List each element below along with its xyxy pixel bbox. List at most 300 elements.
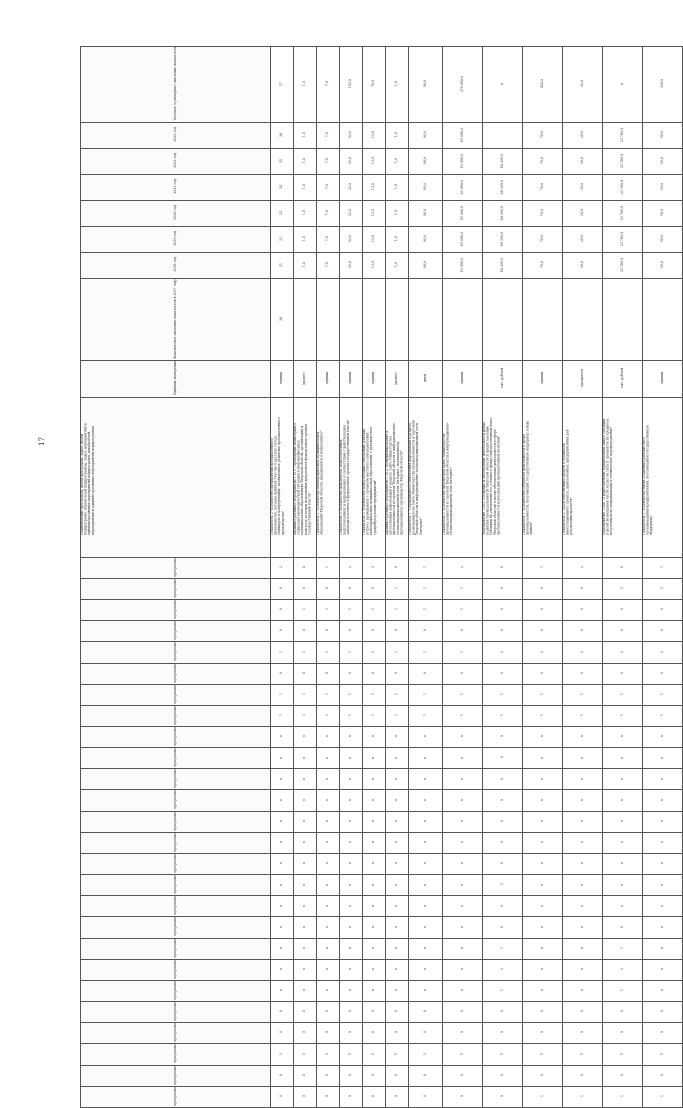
code-col-header: программа	[81, 684, 271, 705]
code-cell: 1	[563, 705, 603, 726]
code-cell: х	[443, 832, 483, 853]
code-cell: 0	[603, 1002, 643, 1023]
unit-cell: единиц	[363, 361, 386, 398]
code-cell: 1	[271, 684, 294, 705]
code-cell: х	[409, 811, 443, 832]
code-cell: х	[317, 811, 340, 832]
code-cell: х	[409, 917, 443, 938]
year-3-cell: 45 000,0	[443, 174, 483, 200]
code-cell: х	[523, 832, 563, 853]
code-cell: 0	[563, 1065, 603, 1086]
code-cell: 5	[386, 1044, 409, 1065]
code-cell: х	[386, 959, 409, 980]
code-cell: х	[271, 959, 294, 980]
code-cell: х	[386, 727, 409, 748]
code-cell: х	[443, 875, 483, 896]
code-cell: х	[563, 769, 603, 790]
code-cell: 2	[563, 557, 603, 578]
code-cell: 0	[317, 621, 340, 642]
code-cell: 0	[294, 621, 317, 642]
year-4-cell: 90,0	[409, 148, 443, 174]
code-cell: 0	[483, 853, 523, 874]
code-cell: х	[409, 938, 443, 959]
code-cell: 5	[340, 1044, 363, 1065]
code-col-header: программа	[81, 769, 271, 790]
code-cell: х	[271, 832, 294, 853]
code-cell: 5	[603, 1044, 643, 1065]
code-cell: 2	[523, 642, 563, 663]
code-cell: 0	[340, 663, 363, 684]
code-cell: 0	[643, 1065, 683, 1086]
code-cell: х	[523, 959, 563, 980]
code-cell: х	[317, 875, 340, 896]
code-cell: 0	[317, 663, 340, 684]
code-cell: х	[271, 896, 294, 917]
code-cell: 0	[483, 1023, 523, 1044]
code-cell: х	[409, 896, 443, 917]
code-cell: х	[294, 853, 317, 874]
code-col-header: программа	[81, 557, 271, 578]
code-cell: 1	[443, 684, 483, 705]
unit-cell: (да/нет)	[294, 361, 317, 398]
base-year-cell	[443, 278, 483, 360]
code-cell: х	[363, 748, 386, 769]
code-cell: х	[340, 896, 363, 917]
code-cell: х	[363, 727, 386, 748]
code-cell: х	[317, 748, 340, 769]
code-cell: 0	[271, 621, 294, 642]
code-cell: х	[409, 727, 443, 748]
code-cell: х	[443, 769, 483, 790]
year-4-cell: 23 769,4	[603, 148, 643, 174]
code-cell: х	[523, 769, 563, 790]
year-0-cell: 70,0	[523, 252, 563, 278]
year-1-cell: 20,0	[563, 226, 603, 252]
year-1-cell: 1,0	[294, 226, 317, 252]
code-cell: х	[271, 917, 294, 938]
code-cell: 0	[603, 621, 643, 642]
code-cell: 5	[643, 1044, 683, 1065]
code-cell: х	[603, 769, 643, 790]
year-3-cell: 7,0	[317, 174, 340, 200]
code-col-header: программа	[81, 705, 271, 726]
code-cell: х	[317, 832, 340, 853]
code-cell: 5	[294, 1044, 317, 1065]
code-col-header: программа	[81, 790, 271, 811]
code-cell: 2	[643, 642, 683, 663]
code-cell: 0	[294, 557, 317, 578]
year-4-cell: 45 000,0	[443, 148, 483, 174]
code-cell: 1	[271, 705, 294, 726]
year-0-cell: 32,0	[340, 252, 363, 278]
code-cell: х	[386, 853, 409, 874]
code-cell: х	[363, 896, 386, 917]
code-cell: х	[317, 769, 340, 790]
unit-cell: (да/нет)	[386, 361, 409, 398]
code-cell: 0	[483, 769, 523, 790]
code-cell: х	[271, 727, 294, 748]
code-cell: х	[386, 917, 409, 938]
year-2-cell: 7,0	[317, 200, 340, 226]
code-cell: 0	[271, 1065, 294, 1086]
code-cell: х	[340, 727, 363, 748]
year-1-cell: 48 309,0	[483, 226, 523, 252]
target-cell: х	[483, 47, 523, 123]
base-year-cell	[363, 278, 386, 360]
code-cell: х	[563, 959, 603, 980]
code-cell: х	[409, 875, 443, 896]
code-cell: 0	[363, 1023, 386, 1044]
code-col-header: программа	[81, 1023, 271, 1044]
code-cell: 0	[443, 1002, 483, 1023]
year-4-cell: 50,0	[643, 148, 683, 174]
unit-cell: процентов	[563, 361, 603, 398]
code-cell: 1	[409, 578, 443, 599]
code-cell: 1	[317, 600, 340, 621]
code-cell: 3	[643, 578, 683, 599]
code-col-header: программа	[81, 938, 271, 959]
indicator-name-cell: Показатель 2 "Доля собственных средств в стоимости инвестиционного проекта, привлеченных предприятиями для реализации проектов"	[563, 397, 603, 557]
code-cell: 0	[386, 621, 409, 642]
code-cell: 0	[483, 1002, 523, 1023]
year-5-cell: 1,0	[294, 122, 317, 148]
code-cell: х	[363, 832, 386, 853]
code-col-header: программа	[81, 748, 271, 769]
year-4-cell: 35	[271, 148, 294, 174]
code-cell: 0	[563, 621, 603, 642]
code-cell: х	[603, 790, 643, 811]
code-cell: 1	[443, 600, 483, 621]
code-cell: х	[271, 938, 294, 959]
code-cell: 1	[363, 600, 386, 621]
code-cell: 0	[363, 578, 386, 599]
code-cell: х	[317, 917, 340, 938]
code-cell: 0	[443, 663, 483, 684]
code-cell: х	[271, 790, 294, 811]
code-col-header: программа	[81, 1065, 271, 1086]
year-1-cell: 7,0	[317, 226, 340, 252]
code-cell: 0	[483, 621, 523, 642]
code-cell: х	[386, 896, 409, 917]
code-col-header: программа	[81, 1002, 271, 1023]
code-cell: х	[386, 748, 409, 769]
code-cell: х	[563, 853, 603, 874]
code-cell: 0	[603, 663, 643, 684]
code-cell: х	[563, 917, 603, 938]
code-cell: 0	[643, 600, 683, 621]
code-cell: 1	[409, 557, 443, 578]
code-cell: 2	[563, 642, 603, 663]
code-cell: 0	[271, 600, 294, 621]
code-cell: х	[523, 790, 563, 811]
code-cell: 1	[603, 705, 643, 726]
code-cell: 1	[483, 938, 523, 959]
code-col-header: программа	[81, 578, 271, 599]
year-3-cell: 90,0	[409, 174, 443, 200]
code-cell: 0	[483, 557, 523, 578]
year-1-cell: 1,0	[386, 226, 409, 252]
code-cell: 1	[386, 684, 409, 705]
code-cell: 0	[603, 1065, 643, 1086]
code-cell: 1	[443, 705, 483, 726]
code-cell: 0	[409, 1002, 443, 1023]
unit-cell: единиц	[317, 361, 340, 398]
code-cell: х	[443, 727, 483, 748]
code-cell: 0	[271, 578, 294, 599]
code-cell: х	[523, 896, 563, 917]
year-5-cell: 20,0	[563, 122, 603, 148]
code-cell: 0	[409, 663, 443, 684]
year-5-cell	[483, 122, 523, 148]
code-cell: 1	[271, 642, 294, 663]
code-cell: 5	[443, 1044, 483, 1065]
target-cell: 20,0	[563, 47, 603, 123]
code-cell: 1	[386, 642, 409, 663]
code-cell: 1	[409, 684, 443, 705]
code-cell: 1	[523, 557, 563, 578]
code-cell: х	[317, 790, 340, 811]
code-cell: х	[386, 790, 409, 811]
year-4-cell: 1,0	[386, 148, 409, 174]
code-cell: х	[294, 769, 317, 790]
code-cell: 1	[443, 642, 483, 663]
code-cell: 0	[563, 1023, 603, 1044]
code-cell: х	[443, 917, 483, 938]
code-cell: 0	[483, 663, 523, 684]
code-cell: 0	[483, 917, 523, 938]
code-cell: х	[317, 896, 340, 917]
code-cell: х	[563, 811, 603, 832]
code-cell: х	[443, 938, 483, 959]
code-cell: 1	[603, 980, 643, 1001]
code-cell: х	[340, 748, 363, 769]
code-cell: х	[386, 811, 409, 832]
target-cell: 270 000,0	[443, 47, 483, 123]
code-cell: х	[443, 980, 483, 1001]
unit-cell: единиц	[340, 361, 363, 398]
year-1-cell: 50,0	[643, 226, 683, 252]
code-cell: 1	[523, 705, 563, 726]
code-cell: 3	[483, 875, 523, 896]
code-cell: 5	[483, 1044, 523, 1065]
code-cell: х	[643, 917, 683, 938]
target-cell: 7,0	[317, 47, 340, 123]
code-cell: х	[443, 811, 483, 832]
code-cell: х	[363, 811, 386, 832]
target-cell: 78,0	[363, 47, 386, 123]
code-cell: 0	[363, 1002, 386, 1023]
year-2-cell: 13,0	[363, 200, 386, 226]
code-cell: х	[317, 980, 340, 1001]
code-cell: 0	[409, 1086, 443, 1107]
target-cell: 1,0	[386, 47, 409, 123]
code-col-header: программа	[81, 1044, 271, 1065]
code-cell: 1	[643, 684, 683, 705]
code-cell: 0	[340, 621, 363, 642]
base-year-cell	[317, 278, 340, 360]
indicator-name-cell: Административное мероприятие 1.014 "Функционирование и актуализация информации в разделе сайта Министерства промышленности и торговли Тверской области в информационно-телекоммуникационной сети Интернет, посвященному промышленному производству Тверской области"	[386, 397, 409, 557]
code-cell: х	[386, 980, 409, 1001]
code-cell: 0	[483, 727, 523, 748]
code-cell: х	[340, 959, 363, 980]
base-year-header: Фактическое значение показателя в 2017 году	[81, 278, 271, 360]
code-cell: х	[523, 917, 563, 938]
code-cell: х	[603, 811, 643, 832]
code-col-header: программа	[81, 917, 271, 938]
indicator-name-cell: Показатель 2 "Количество просмотров сайта Министерства промышленности и торговли Тверской области в информационно-телекоммуникационной сети Интернет"	[443, 397, 483, 557]
year-3-cell: 1,0	[386, 174, 409, 200]
code-cell: х	[563, 938, 603, 959]
code-cell: 0	[363, 621, 386, 642]
code-cell: х	[340, 832, 363, 853]
code-cell: 1	[340, 600, 363, 621]
indicator-name-cell: Показатель 3 "Количество консультаций (совещаний, рабочих встреч), проведенных с органами местного самоуправления монопрофильных муниципальных образований, с руководством градообразующих предприятий"	[363, 397, 386, 557]
code-cell: х	[603, 832, 643, 853]
year-1-header: 2019 год	[81, 226, 271, 252]
code-cell: 0	[483, 748, 523, 769]
code-cell: х	[363, 769, 386, 790]
code-cell: х	[409, 790, 443, 811]
code-cell: х	[386, 875, 409, 896]
code-cell: 0	[643, 621, 683, 642]
year-4-cell: 32,0	[340, 148, 363, 174]
code-cell: 1	[294, 684, 317, 705]
code-cell: х	[340, 790, 363, 811]
code-cell: х	[271, 875, 294, 896]
year-5-cell: 36	[271, 122, 294, 148]
page-number: 17	[38, 437, 46, 446]
code-cell: х	[340, 875, 363, 896]
code-cell: 0	[643, 1002, 683, 1023]
code-cell: х	[563, 727, 603, 748]
code-cell: 1	[523, 1086, 563, 1107]
code-cell: х	[443, 790, 483, 811]
year-2-cell: 23 769,4	[603, 200, 643, 226]
code-cell: х	[294, 832, 317, 853]
code-cell: 0	[643, 1023, 683, 1044]
code-cell: х	[603, 748, 643, 769]
code-cell: 0	[443, 1086, 483, 1107]
unit-cell: единиц	[643, 361, 683, 398]
code-cell: 0	[409, 1065, 443, 1086]
base-year-cell	[563, 278, 603, 360]
code-cell: х	[340, 769, 363, 790]
code-cell: х	[523, 875, 563, 896]
year-1-cell: 13,0	[363, 226, 386, 252]
code-cell: х	[523, 748, 563, 769]
base-year-cell: 36	[271, 278, 294, 360]
code-cell: 0	[294, 1086, 317, 1107]
year-5-cell: 7,0	[317, 122, 340, 148]
year-0-cell: 50,0	[643, 252, 683, 278]
year-3-header: 2021 год	[81, 174, 271, 200]
target-cell: 192,0	[340, 47, 363, 123]
code-cell: 0	[271, 1002, 294, 1023]
code-col-header: программа	[81, 896, 271, 917]
code-cell: х	[643, 875, 683, 896]
code-cell: 1	[340, 684, 363, 705]
code-cell: х	[294, 959, 317, 980]
indicator-name-cell: Мероприятие 1.003 "Создание и обеспечение деятельности фонда развития промышленности Тверской области и предоставление субсидии на увеличение его уставного фонда (имущественный взнос Тверской области) в целях обеспечения деятельности в сфере промышленности и реализации промышленной политики"	[483, 397, 523, 557]
code-cell: 0	[603, 917, 643, 938]
code-col-header: программа	[81, 727, 271, 748]
code-cell: х	[643, 748, 683, 769]
code-cell: 0	[386, 1023, 409, 1044]
code-cell: 1	[603, 684, 643, 705]
code-cell: х	[271, 748, 294, 769]
year-5-cell: 70,0	[523, 122, 563, 148]
code-cell: 0	[563, 1002, 603, 1023]
code-cell: х	[523, 727, 563, 748]
code-cell: 1	[363, 684, 386, 705]
code-cell: 3	[603, 578, 643, 599]
code-cell: х	[294, 811, 317, 832]
indicator-name-cell: Показатель 1 "Количество субъектов деятельности в сфере промышленности, получивших государственную поддержку в виде займов"	[523, 397, 563, 557]
year-1-cell: 90,0	[409, 226, 443, 252]
code-cell: х	[643, 938, 683, 959]
code-cell: 0	[294, 578, 317, 599]
year-1-cell: 32	[271, 226, 294, 252]
code-cell: 1	[340, 642, 363, 663]
code-cell: х	[523, 811, 563, 832]
year-0-cell: 1,0	[294, 252, 317, 278]
year-0-cell: 13,0	[363, 252, 386, 278]
code-cell: 0	[563, 578, 603, 599]
year-0-cell: 31	[271, 252, 294, 278]
code-cell: 0	[443, 1023, 483, 1044]
code-cell: х	[409, 769, 443, 790]
code-cell: х	[603, 727, 643, 748]
code-cell: 0	[483, 1065, 523, 1086]
code-cell: х	[563, 832, 603, 853]
code-cell: 1	[386, 600, 409, 621]
code-cell: 0	[483, 811, 523, 832]
target-cell: 37	[271, 47, 294, 123]
year-3-cell: 32,0	[340, 174, 363, 200]
base-year-cell	[523, 278, 563, 360]
code-cell: 1	[563, 684, 603, 705]
year-1-cell: 70,0	[523, 226, 563, 252]
code-cell: 0	[363, 1086, 386, 1107]
code-cell: 1	[317, 705, 340, 726]
code-cell: 0	[340, 1002, 363, 1023]
code-cell: 0	[363, 663, 386, 684]
code-cell: х	[409, 748, 443, 769]
indicator-name-cell: Административное мероприятие 1.013 "Проведение мониторинга социально-экономической ситуации в монопрофильных муниципальных образованиях Тверской области, организация и контроль за ходом исполнения документов федеральных органов государственной власти"	[294, 397, 317, 557]
code-cell: х	[443, 959, 483, 980]
code-cell: 0	[317, 1023, 340, 1044]
code-col-header: программа	[81, 600, 271, 621]
code-col-header: программа	[81, 1086, 271, 1107]
code-cell: х	[340, 980, 363, 1001]
code-cell: х	[523, 853, 563, 874]
code-cell: 1	[603, 1086, 643, 1107]
code-cell: 0	[409, 1023, 443, 1044]
year-2-cell: 1,0	[294, 200, 317, 226]
indicator-name-cell: Показатель 1 "Количество вновь созданных рабочих мест организациями-предприятиями, получившими государственную поддержку"	[643, 397, 683, 557]
code-cell: 0	[643, 663, 683, 684]
code-cell: х	[271, 769, 294, 790]
year-2-cell: 70,0	[523, 200, 563, 226]
year-3-cell: 50,0	[643, 174, 683, 200]
code-col-header: программа	[81, 959, 271, 980]
year-0-header: 2018 год	[81, 252, 271, 278]
code-cell: 1	[523, 684, 563, 705]
unit-cell: единиц	[523, 361, 563, 398]
code-cell: х	[271, 980, 294, 1001]
code-col-header: программа	[81, 663, 271, 684]
target-cell: 90,0	[409, 47, 443, 123]
